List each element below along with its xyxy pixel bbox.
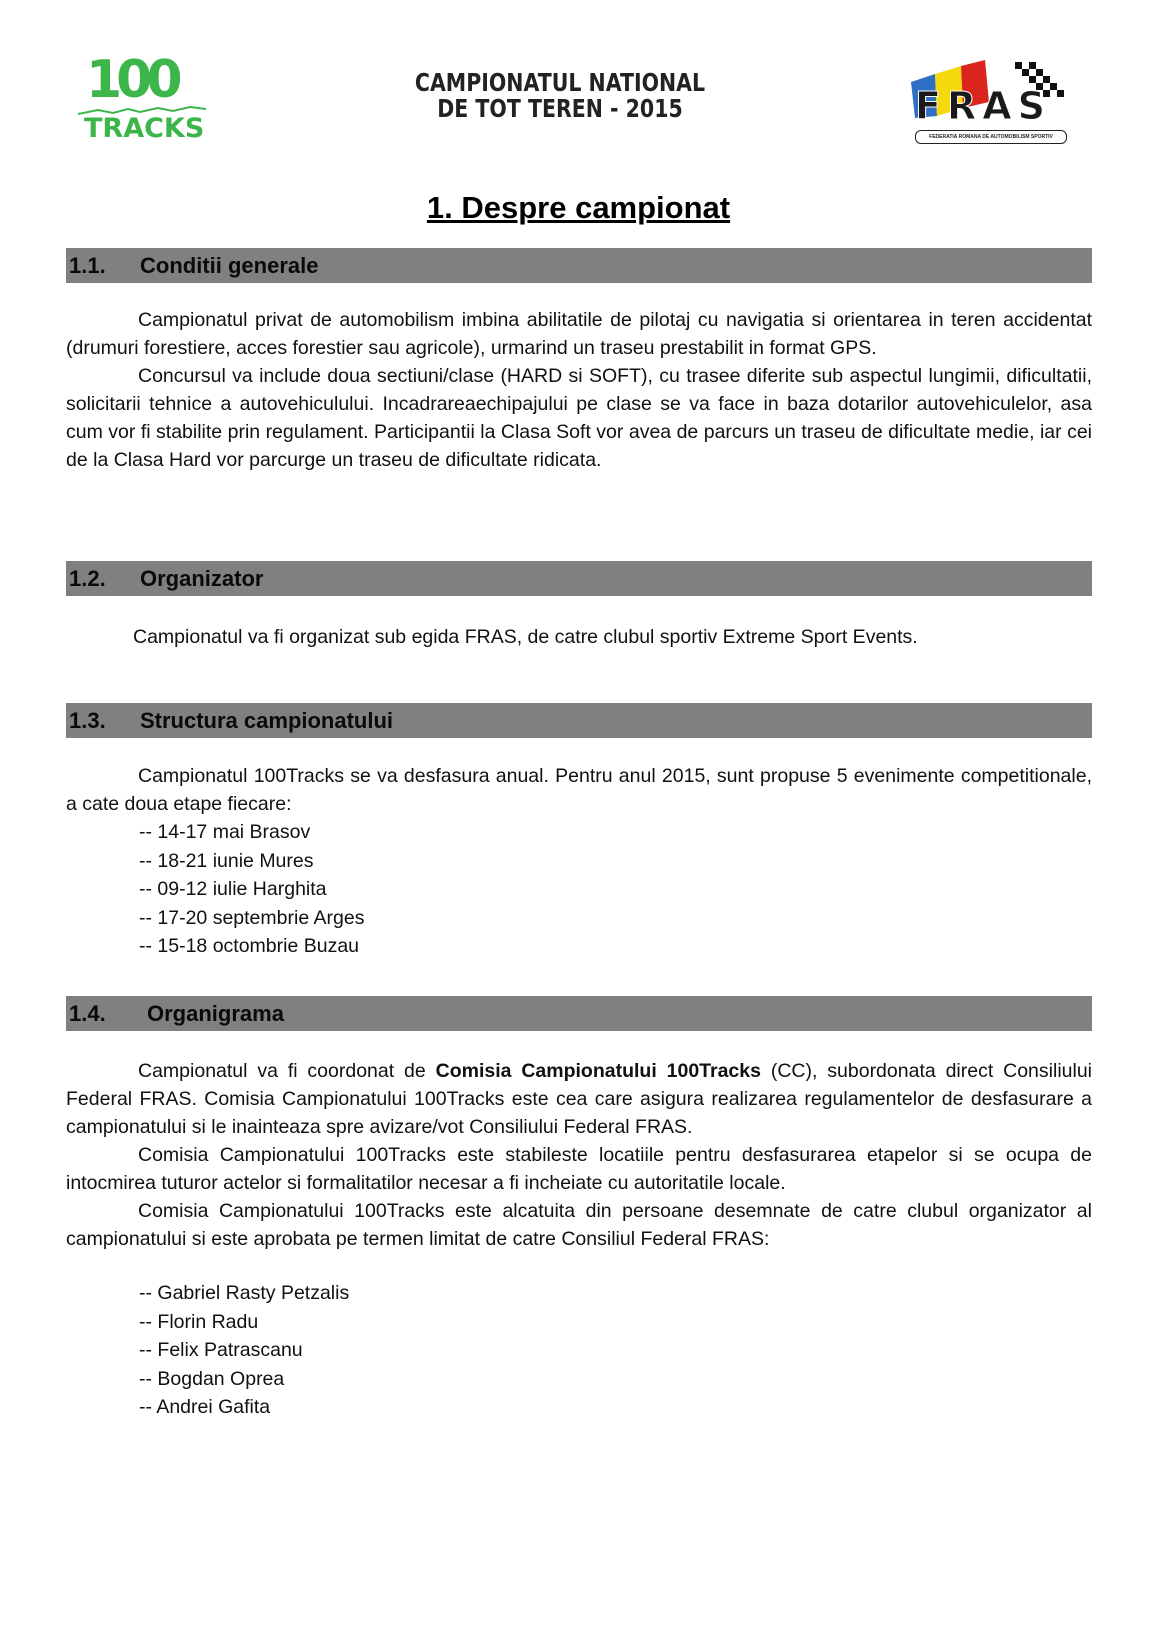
list-item: -- 09-12 iulie Harghita [139,878,327,900]
section-number: 1.3. [69,708,106,733]
title-line-1: CAMPIONATUL NATIONAL [414,68,706,97]
section-heading-1-2 [66,561,1092,596]
championship-title [412,70,707,122]
list-item: -- Florin Radu [139,1310,259,1333]
list-item: -- Bogdan Oprea [139,1367,285,1390]
section-title: Organigrama [147,1001,284,1026]
document-title: 1. Despre campionat [426,190,731,225]
section-title: Structura campionatului [140,708,394,733]
100tracks-logo [78,52,218,147]
section-heading-1-3 [66,703,1092,738]
paragraph: Campionatul va fi organizat sub egida FRAS, de catre clubul sportiv Extreme Sport Events. [133,626,918,648]
section-number: 1.2. [69,566,106,591]
list-item: -- Felix Patrascanu [139,1339,303,1361]
title-line-2: DE TOT TEREN - 2015 [437,94,683,123]
members-list [139,1279,349,1422]
paragraph: Concursul va include doua sectiuni/clase (HARD si SOFT), cu trasee diferite sub aspectul lungimii, dificultatii, solicitarii tehnice a autovehiculului. Incadrareaechipajului pe clase se va face in baza dotarilor autovehiculelor, asa cum vor fi stabilite prin regulament. Participantii la Clasa Soft vor avea de parcurs un traseu de dificultate medie, iar cei de la Clasa Hard vor parcurge un traseu de dificultate ridicata. [66,365,1092,471]
list-item: -- 15-18 octombrie Buzau [139,935,360,957]
section-1-2-body [133,623,1092,651]
section-heading-1-4 [66,996,1092,1031]
paragraph: Campionatul va fi coordonat de Comisia Campionatului 100Tracks (CC), subordonata direct Consiliului Federal FRAS. Comisia Campionatului 100Tracks este cea care asigura realizarea regulamentelor de desfasurare a campionatului si le inainteaza spre avizare/vot Consiliului Federal FRAS. [66,1060,1092,1138]
section-number: 1.4. [69,1001,106,1026]
section-1-4-body [66,1057,1092,1253]
paragraph: Comisia Campionatului 100Tracks este stabileste locatiile pentru desfasurarea etapelor si se ocupa de intocmirea tuturor actelor si formalitatilor necesar a fi incheiate cu autoritatile locale. [66,1144,1092,1194]
fras-logo [905,58,1075,148]
paragraph: Comisia Campionatului 100Tracks este alcatuita din persoane desemnate de catre clubul organizator al campionatului si este aprobata pe termen limitat de catre Consiliul Federal FRAS: [66,1200,1092,1250]
fras-letters: FRAS [915,84,1051,128]
section-number: 1.1. [69,253,106,278]
paragraph: Campionatul 100Tracks se va desfasura anual. Pentru anul 2015, sunt propuse 5 evenimente competitionale, a cate doua etape fiecare: [66,765,1092,815]
list-item: -- Gabriel Rasty Petzalis [139,1282,350,1304]
page-header [0,40,1157,150]
list-item: -- Andrei Gafita [139,1396,271,1418]
list-item: -- 17-20 septembrie Arges [139,906,365,929]
list-item: -- 18-21 iunie Mures [139,849,314,872]
logo-number: 100 [86,50,177,110]
section-title: Organizator [140,566,264,591]
paragraph: Campionatul privat de automobilism imbina abilitatile de pilotaj cu navigatia si orientarea in teren accidentat (drumuri forestiere, acces forestier sau agricole), urmarind un traseu prestabilit in format GPS. [66,309,1092,359]
event-list [139,818,364,961]
section-1-1-body [66,306,1092,474]
logo-word: TRACKS [84,113,205,144]
section-1-3-body [66,762,1092,818]
list-item: -- 14-17 mai Brasov [139,821,311,843]
commission-name: Comisia Campionatului 100Tracks [435,1060,761,1082]
fras-subtitle: FEDERATIA ROMANA DE AUTOMOBILISM SPORTIV [915,130,1067,144]
section-title: Conditii generale [140,253,319,278]
section-heading-1-1 [66,248,1092,283]
